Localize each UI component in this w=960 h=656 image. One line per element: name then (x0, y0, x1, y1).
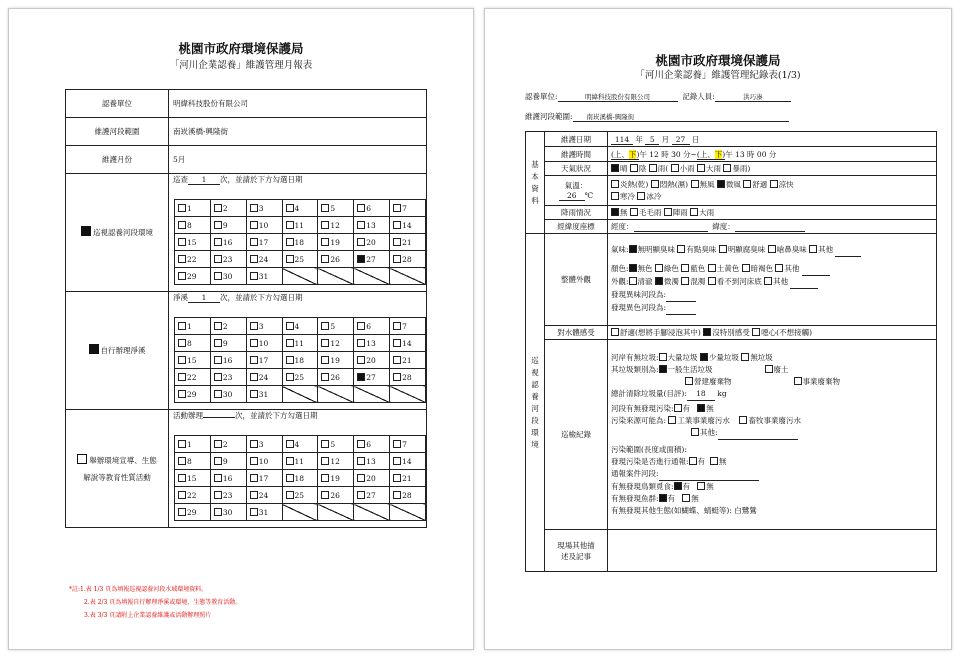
day-cell[interactable]: 28 (390, 487, 426, 504)
range-value: 南崁溪橋-興隆街 (573, 112, 789, 122)
temperature-label: 氣溫： 26 ℃ (545, 176, 608, 206)
option-checkbox[interactable] (743, 180, 751, 188)
day-cell[interactable]: 26 (318, 251, 354, 268)
option-label: 噁心(不想接觸) (761, 327, 812, 337)
rain-options (608, 206, 937, 220)
day-cell[interactable]: 20 (354, 470, 390, 487)
section-header: 巡查 1 次，並請於下方勾選日期 (173, 175, 303, 184)
option-checkbox[interactable] (630, 208, 638, 216)
range-label: 維護河段範圍 (66, 118, 169, 146)
range-line: 維護河段範圍: 南崁溪橋-興隆街 (525, 111, 789, 122)
time-label: 維護時間 (545, 147, 608, 162)
section-checkbox[interactable] (89, 344, 99, 354)
day-cell[interactable]: 28 (390, 251, 426, 268)
option-checkbox[interactable] (691, 180, 699, 188)
day-cell[interactable]: 17 (246, 470, 282, 487)
page-subtitle: 「河川企業認養」維護管理月報表 (169, 60, 313, 71)
option-label: 暗褐色 (750, 264, 774, 273)
empty-day-cell (354, 504, 390, 521)
day-cell[interactable]: 12 (318, 453, 354, 470)
option-label: 冰冷 (646, 191, 662, 201)
day-cell[interactable]: 10 (246, 453, 282, 470)
unit-line: 認養單位: 明緯科技股份有限公司 記錄人員: 洪巧溱 (525, 91, 791, 102)
day-calendar (174, 317, 426, 403)
inspection-label: 巡檢紀錄 (545, 340, 608, 530)
day-cell[interactable]: 3 (246, 200, 282, 217)
day-cell[interactable]: 5 (318, 200, 354, 217)
day-cell[interactable]: 31 (246, 504, 282, 521)
option-checkbox[interactable] (809, 245, 817, 253)
empty-day-cell (354, 386, 390, 403)
section-education-label: 舉辦環境宣導、生態 解說等教育性質活動 (66, 410, 169, 528)
section-cleanup-label: 自行辦理淨溪 (66, 292, 169, 410)
day-cell[interactable]: 31 (246, 268, 282, 285)
day-cell[interactable]: 8 (175, 453, 211, 470)
weather-options (608, 162, 937, 176)
day-cell[interactable]: 1 (175, 200, 211, 217)
day-cell[interactable]: 2 (210, 318, 246, 335)
rain-label: 降雨情況 (545, 206, 608, 220)
day-cell[interactable]: 16 (210, 470, 246, 487)
empty-day-cell (390, 504, 426, 521)
option-label: 炎熱(乾) (620, 179, 649, 189)
option-checkbox[interactable] (630, 164, 638, 172)
day-cell[interactable]: 29 (175, 386, 211, 403)
month-label: 維護月份 (66, 146, 169, 174)
option-checkbox[interactable] (611, 180, 619, 188)
day-cell[interactable]: 30 (210, 504, 246, 521)
day-cell[interactable]: 8 (175, 217, 211, 234)
basic-info-label: 基 本 資 料 (526, 132, 545, 234)
option-checkbox[interactable] (764, 277, 772, 285)
other-notes-value (608, 530, 937, 572)
day-cell[interactable]: 15 (175, 352, 211, 369)
option-checkbox[interactable] (611, 192, 619, 200)
unit-value: 明緯科技股份有限公司 (558, 92, 678, 102)
option-checkbox[interactable] (717, 180, 725, 188)
option-checkbox[interactable] (637, 192, 645, 200)
day-cell[interactable]: 9 (210, 453, 246, 470)
day-cell[interactable]: 21 (390, 352, 426, 369)
option-label: 晴 (620, 163, 628, 173)
option-label: 微濁 (663, 277, 679, 286)
appearance-label: 整體外觀 (545, 234, 608, 326)
option-label: 土黃色 (716, 264, 740, 273)
day-cell[interactable]: 5 (318, 318, 354, 335)
day-cell[interactable]: 31 (246, 386, 282, 403)
day-cell[interactable]: 24 (246, 251, 282, 268)
option-checkbox[interactable] (655, 264, 663, 272)
footnotes: *註:1.表 1/3 頁為填報巡視認養河段水域環境資料。 2.表 2/3 頁為填報自行辦理淨溪或環境、生態等教育活動。 3.表 3/3 頁請附上企業認養維護或活動辦理照片 (69, 586, 242, 619)
day-cell[interactable]: 11 (282, 217, 318, 234)
day-cell[interactable]: 27 (354, 251, 390, 268)
day-cell[interactable]: 6 (354, 436, 390, 453)
option-label: 寒冷 (620, 191, 635, 201)
monthly-report-page (8, 8, 474, 650)
option-label: 綠色 (663, 264, 679, 273)
option-checkbox[interactable] (629, 264, 637, 272)
day-cell[interactable]: 30 (210, 386, 246, 403)
day-cell[interactable]: 2 (210, 200, 246, 217)
day-cell[interactable]: 18 (282, 470, 318, 487)
option-label: 毛毛雨 (638, 207, 662, 217)
monthly-report-table (65, 89, 427, 528)
option-checkbox[interactable] (741, 353, 749, 361)
patrol-section-label: 巡 視 認 養 河 段 環 境 (526, 234, 545, 572)
day-cell[interactable]: 7 (390, 318, 426, 335)
option-checkbox[interactable] (671, 164, 679, 172)
day-cell[interactable]: 10 (246, 217, 282, 234)
day-cell[interactable]: 17 (246, 352, 282, 369)
day-cell[interactable]: 13 (354, 453, 390, 470)
section-checkbox[interactable] (81, 226, 91, 236)
option-checkbox[interactable] (690, 208, 698, 216)
day-cell[interactable]: 3 (246, 318, 282, 335)
option-label: 涼快 (778, 179, 794, 189)
option-label: 少量垃圾 (708, 353, 739, 362)
empty-day-cell (354, 268, 390, 285)
day-cell[interactable]: 14 (390, 335, 426, 352)
month-value: 5月 (169, 146, 427, 174)
day-cell[interactable]: 19 (318, 470, 354, 487)
option-checkbox[interactable] (677, 245, 685, 253)
water-feeling-label: 對水體感受 (545, 326, 608, 340)
day-cell[interactable]: 2 (210, 436, 246, 453)
recorder-value: 洪巧溱 (715, 92, 791, 102)
day-cell[interactable]: 6 (354, 318, 390, 335)
option-checkbox[interactable] (629, 277, 637, 285)
option-label: 清澈 (637, 277, 653, 286)
unit-value: 明緯科技股份有限公司 (169, 90, 427, 118)
option-checkbox[interactable] (649, 164, 657, 172)
option-checkbox[interactable] (611, 328, 619, 336)
day-cell[interactable]: 13 (354, 217, 390, 234)
day-cell[interactable]: 27 (354, 487, 390, 504)
section-header: 活動辦理 次，並請於下方勾選日期 (173, 411, 318, 420)
day-cell[interactable]: 20 (354, 234, 390, 251)
day-cell[interactable]: 24 (246, 487, 282, 504)
day-cell[interactable]: 21 (390, 234, 426, 251)
option-checkbox[interactable] (629, 245, 637, 253)
option-label: 沒特別感受 (712, 327, 750, 337)
day-cell[interactable]: 4 (282, 318, 318, 335)
day-cell[interactable]: 19 (318, 352, 354, 369)
option-checkbox[interactable] (752, 328, 760, 336)
day-cell[interactable]: 29 (175, 504, 211, 521)
day-cell[interactable]: 26 (318, 487, 354, 504)
day-cell[interactable]: 25 (282, 251, 318, 268)
option-checkbox[interactable] (664, 208, 672, 216)
day-cell[interactable]: 9 (210, 217, 246, 234)
day-cell[interactable]: 25 (282, 369, 318, 386)
other-notes-label: 現場其他描 述及記事 (545, 530, 608, 572)
option-label: 看不到河床底 (716, 277, 762, 286)
day-cell[interactable]: 4 (282, 436, 318, 453)
option-checkbox[interactable] (723, 164, 731, 172)
option-label: 無垃圾 (750, 353, 773, 362)
day-cell[interactable]: 29 (175, 268, 211, 285)
day-cell[interactable]: 25 (282, 487, 318, 504)
day-cell[interactable]: 9 (210, 335, 246, 352)
option-label: 藍色 (690, 264, 706, 273)
option-label: 雨( (657, 163, 669, 173)
option-label: 微風 (725, 179, 741, 189)
option-label: 大量垃圾 (667, 353, 698, 362)
option-checkbox[interactable] (611, 208, 619, 216)
day-cell[interactable]: 7 (390, 436, 426, 453)
coords-label: 經緯度座標 (545, 220, 608, 234)
day-cell[interactable]: 23 (210, 487, 246, 504)
empty-day-cell (282, 504, 318, 521)
coords-value: 經度： 緯度： (608, 220, 937, 234)
option-checkbox[interactable] (655, 277, 663, 285)
option-checkbox[interactable] (697, 164, 705, 172)
day-cell[interactable]: 14 (390, 217, 426, 234)
empty-day-cell (390, 268, 426, 285)
day-cell[interactable]: 13 (354, 335, 390, 352)
appearance-options: 氣味: 無明顯臭味 有點臭味 明顯腐臭味 嗆鼻臭味 其他 顏色: 無色 綠色 藍色 土黃色 暗褐色 其他 外觀: 清澈 微濁 混濁 看不到河床底 其他 發現異味河段為: 發現異色河段為: (608, 234, 937, 326)
option-label: 舒適(想將手腳浸泡其中) (620, 327, 701, 337)
page-title: 桃園市政府環境保護局 (655, 53, 781, 68)
day-cell[interactable]: 17 (246, 234, 282, 251)
option-checkbox[interactable] (770, 180, 778, 188)
option-checkbox[interactable] (703, 328, 711, 336)
date-value: 114 年 5 月 27 日 (608, 132, 937, 147)
day-calendar (174, 199, 426, 285)
day-cell[interactable]: 7 (390, 200, 426, 217)
option-label: 其他 (784, 264, 800, 273)
option-label: 其他 (773, 277, 789, 286)
day-cell[interactable]: 10 (246, 335, 282, 352)
option-label: 陣雨 (672, 207, 688, 217)
option-checkbox[interactable] (708, 277, 716, 285)
day-cell[interactable]: 23 (210, 369, 246, 386)
inspection-record: 河岸有無垃圾: 大量垃圾 少量垃圾 無垃圾 其垃圾類別為: 一般生活垃圾 廢土 營建廢棄物 事業廢棄物 總計清除垃圾量(目評): 18 kg 河段有無發現污染: 有 無 污染來源可能為: 工業事業廢污水 畜牧事業廢污水 其他: 污染範圍(長度或面積): 發現污染是否進行通報: 有 無 通報案件河段: 有無發現鳥類覓食: 有 無 有無發現魚群: 有 無 有無發現其他生態(如蝴蝶、蜻蜓等): 白鷺鷥 (608, 340, 937, 530)
day-cell[interactable]: 28 (390, 369, 426, 386)
option-checkbox[interactable] (768, 245, 776, 253)
day-cell[interactable]: 26 (318, 369, 354, 386)
option-checkbox[interactable] (681, 264, 689, 272)
option-checkbox[interactable] (775, 264, 783, 272)
option-label: 無 (620, 207, 628, 217)
empty-day-cell (318, 268, 354, 285)
day-cell[interactable]: 30 (210, 268, 246, 285)
day-cell[interactable]: 6 (354, 200, 390, 217)
option-label: 暴雨) (732, 163, 751, 173)
option-checkbox[interactable] (742, 264, 750, 272)
option-label: 明顯腐臭味 (727, 245, 766, 254)
day-cell[interactable]: 20 (354, 352, 390, 369)
day-cell[interactable]: 5 (318, 436, 354, 453)
record-table (525, 131, 937, 572)
day-cell[interactable]: 27 (354, 369, 390, 386)
range-value: 南崁溪橋-興隆街 (169, 118, 427, 146)
option-label: 大雨 (706, 163, 721, 173)
time-value: (上、下)午 12 時 30 分~(上、下)午 13 時 00 分 (608, 147, 937, 162)
temperature-options (608, 176, 937, 206)
option-label: 其他 (818, 245, 834, 254)
day-cell[interactable]: 15 (175, 234, 211, 251)
option-label: 嗆鼻臭味 (776, 245, 807, 254)
option-checkbox[interactable] (681, 277, 689, 285)
day-cell[interactable]: 19 (318, 234, 354, 251)
day-cell[interactable]: 21 (390, 470, 426, 487)
day-cell[interactable]: 4 (282, 200, 318, 217)
day-cell[interactable]: 3 (246, 436, 282, 453)
section-patrol-label: 巡視認養河段環境 (66, 174, 169, 292)
option-label: 陰 (638, 163, 647, 173)
day-cell[interactable]: 11 (282, 335, 318, 352)
option-label: 混濁 (690, 277, 706, 286)
option-checkbox[interactable] (719, 245, 727, 253)
water-feeling-options (608, 326, 937, 340)
date-label: 維護日期 (545, 132, 608, 147)
page-subtitle: 「河川企業認養」維護管理紀錄表(1/3) (635, 70, 801, 81)
weather-label: 天氣狀況 (545, 162, 608, 176)
day-cell[interactable]: 1 (175, 318, 211, 335)
day-cell[interactable]: 16 (210, 352, 246, 369)
option-checkbox[interactable] (651, 180, 659, 188)
option-label: 無風 (699, 179, 715, 189)
day-cell[interactable]: 16 (210, 234, 246, 251)
empty-day-cell (318, 386, 354, 403)
day-cell[interactable]: 22 (175, 251, 211, 268)
section-checkbox[interactable] (77, 454, 87, 464)
option-checkbox[interactable] (611, 164, 619, 172)
day-cell[interactable]: 11 (282, 453, 318, 470)
day-cell[interactable]: 18 (282, 352, 318, 369)
day-cell[interactable]: 14 (390, 453, 426, 470)
section-header: 淨溪 1 次，並請於下方勾選日期 (173, 293, 303, 302)
day-calendar (174, 435, 426, 521)
day-cell[interactable]: 1 (175, 436, 211, 453)
day-cell[interactable]: 24 (246, 369, 282, 386)
day-cell[interactable]: 12 (318, 335, 354, 352)
option-label: 舒適 (752, 179, 768, 189)
day-cell[interactable]: 22 (175, 369, 211, 386)
option-checkbox[interactable] (659, 353, 667, 361)
option-checkbox[interactable] (700, 353, 708, 361)
option-label: 無明顯臭味 (637, 245, 676, 254)
option-label: 大雨 (699, 207, 715, 217)
empty-day-cell (282, 268, 318, 285)
option-label: 有點臭味 (686, 245, 717, 254)
option-label: 無色 (637, 264, 653, 273)
option-label: 小雨 (679, 163, 695, 173)
day-cell[interactable]: 12 (318, 217, 354, 234)
day-cell[interactable]: 18 (282, 234, 318, 251)
day-cell[interactable]: 15 (175, 470, 211, 487)
empty-day-cell (282, 386, 318, 403)
record-page (484, 8, 952, 650)
empty-day-cell (390, 386, 426, 403)
empty-day-cell (318, 504, 354, 521)
day-cell[interactable]: 22 (175, 487, 211, 504)
option-checkbox[interactable] (708, 264, 716, 272)
page-title: 桃園市政府環境保護局 (178, 41, 304, 56)
day-cell[interactable]: 23 (210, 251, 246, 268)
option-label: 悶熱(濕) (659, 179, 689, 189)
day-cell[interactable]: 8 (175, 335, 211, 352)
unit-label: 認養單位 (66, 90, 169, 118)
